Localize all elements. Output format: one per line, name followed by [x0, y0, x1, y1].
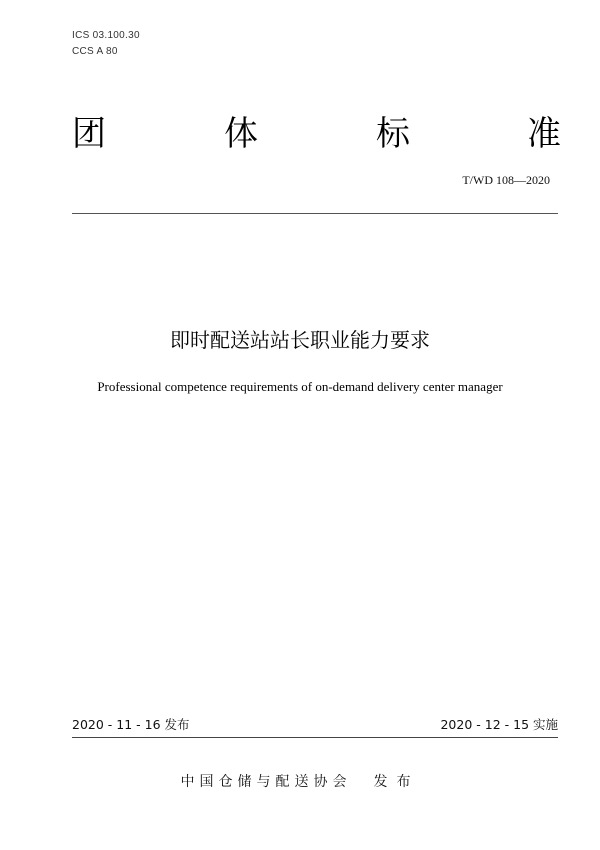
standard-type-char: 准 — [527, 114, 561, 154]
publish-date: 2020 - 11 - 16 发布 — [72, 717, 190, 732]
implementation-date: 2020 - 12 - 15 实施 — [440, 717, 558, 732]
standard-number: T/WD 108—2020 — [462, 173, 550, 187]
top-divider — [72, 213, 558, 214]
publish-label: 发布 — [373, 774, 420, 790]
bottom-divider — [72, 737, 558, 738]
standard-type-char: 体 — [224, 114, 258, 154]
standard-type-char: 标 — [376, 114, 410, 154]
ics-code: ICS 03.100.30 — [72, 30, 140, 41]
document-title-english: Professional competence requirements of on-demand delivery center manager — [97, 379, 503, 394]
publisher-line — [0, 773, 600, 791]
ccs-code: CCS A 80 — [72, 46, 118, 57]
publisher-name: 中国仓储与配送协会 — [180, 774, 352, 790]
document-title-chinese: 即时配送站站长职业能力要求 — [170, 328, 430, 352]
standard-type-char: 团 — [72, 114, 106, 154]
